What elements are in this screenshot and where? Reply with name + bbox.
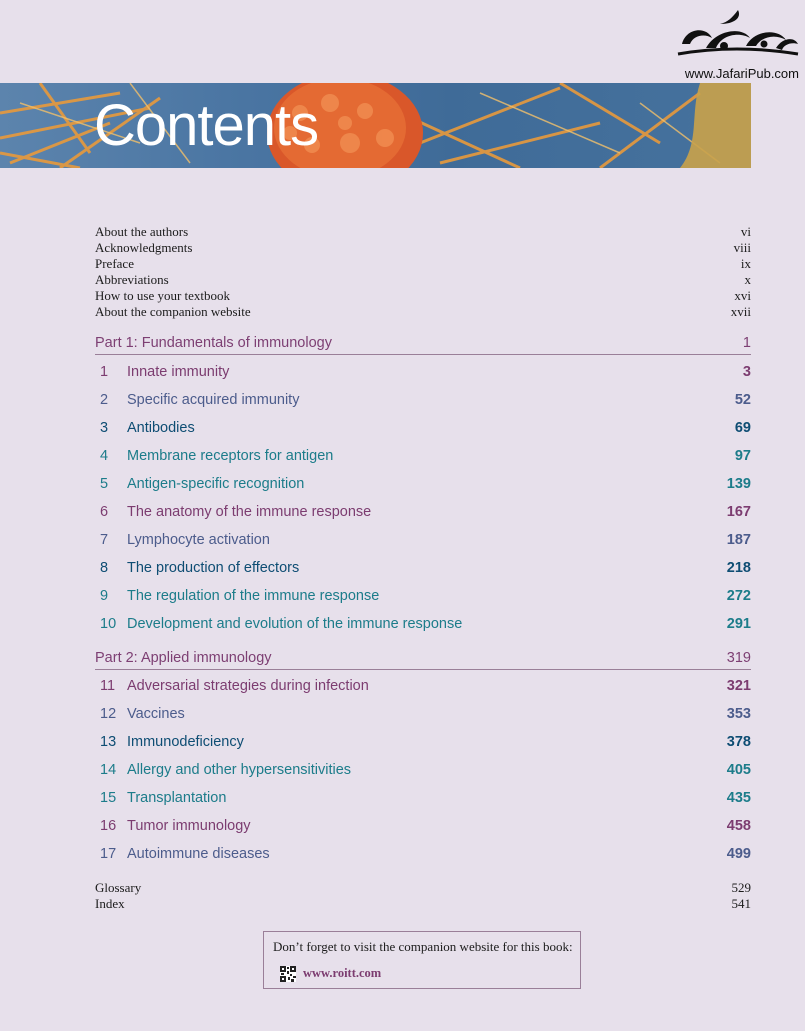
chapter-title: Development and evolution of the immune response: [127, 616, 463, 632]
chapter-page: 218: [726, 560, 751, 576]
chapter-page: 97: [734, 448, 751, 464]
chapter-row: [95, 672, 751, 700]
chapter-title: Specific acquired immunity: [127, 392, 300, 408]
entry-page: vi: [740, 224, 751, 239]
chapter-number: 2: [100, 392, 109, 408]
chapter-page: 405: [726, 762, 751, 778]
chapter-page: 272: [726, 588, 751, 604]
chapter-title: Vaccines: [127, 706, 185, 722]
chapter-number: 8: [100, 560, 109, 576]
chapter-number: 14: [100, 762, 117, 778]
chapter-number: 16: [100, 818, 117, 834]
chapter-title: Allergy and other hypersensitivities: [127, 762, 352, 778]
chapter-page: 139: [726, 476, 751, 492]
chapter-row: [95, 728, 751, 756]
toc-entry: [95, 224, 751, 240]
chapter-row: [95, 414, 751, 442]
companion-website-note: [263, 931, 581, 989]
chapter-title: The regulation of the immune response: [127, 588, 380, 604]
entry-page: x: [744, 272, 751, 287]
chapter-title: Immunodeficiency: [127, 734, 244, 750]
chapter-row: [95, 840, 751, 868]
chapter-number: 12: [100, 706, 117, 722]
entry-title: Acknowledgments: [95, 240, 193, 255]
entry-title: Glossary: [95, 880, 142, 895]
chapter-row: [95, 784, 751, 812]
chapter-number: 6: [100, 504, 109, 520]
chapter-title: Antigen-specific recognition: [127, 476, 305, 492]
chapter-page: 499: [726, 846, 751, 862]
publisher-logo: [676, 4, 801, 84]
entry-title: About the companion website: [95, 304, 251, 319]
toc-entry: [95, 240, 751, 256]
toc-entry: [95, 304, 751, 320]
chapter-page: 187: [726, 532, 751, 548]
entry-title: Preface: [95, 256, 134, 271]
chapter-page: 435: [726, 790, 751, 806]
front-matter-list: [95, 224, 751, 320]
part-page: 319: [726, 650, 751, 666]
toc-entry: [95, 288, 751, 304]
chapter-page: 69: [734, 420, 751, 436]
chapter-row: [95, 812, 751, 840]
entry-title: Abbreviations: [95, 272, 169, 287]
chapter-title: Antibodies: [127, 420, 195, 436]
chapter-row: [95, 386, 751, 414]
chapter-row: [95, 610, 751, 638]
entry-page: 541: [731, 896, 751, 911]
chapter-number: 17: [100, 846, 117, 862]
chapter-number: 11: [100, 678, 116, 694]
chapter-title: Transplantation: [127, 790, 227, 806]
part-heading: [95, 650, 751, 670]
publisher-url: www.JafariPub.com: [684, 66, 799, 81]
chapter-title: Tumor immunology: [127, 818, 251, 834]
toc-entry: [95, 272, 751, 288]
part-title: Part 1: Fundamentals of immunology: [95, 335, 332, 351]
qr-code-icon: [280, 966, 296, 982]
chapter-number: 1: [100, 364, 109, 380]
chapter-page: 291: [726, 616, 751, 632]
part-heading: [95, 335, 751, 355]
entry-page: ix: [740, 256, 751, 271]
chapter-number: 10: [100, 616, 117, 632]
chapter-row: [95, 526, 751, 554]
chapter-number: 4: [100, 448, 109, 464]
chapter-title: The production of effectors: [127, 560, 300, 576]
part-2-chapters: [95, 672, 751, 868]
entry-page: 529: [731, 880, 751, 895]
note-text: Don’t forget to visit the companion website for this book:: [273, 939, 573, 954]
part-page: 1: [742, 335, 751, 351]
toc-entry: [95, 896, 751, 912]
part-1-chapters: [95, 358, 751, 638]
entry-title: About the authors: [95, 224, 189, 239]
entry-page: viii: [733, 240, 751, 255]
chapter-row: [95, 700, 751, 728]
chapter-page: 353: [726, 706, 751, 722]
entry-page: xvi: [734, 288, 751, 303]
chapter-row: [95, 756, 751, 784]
chapter-page: 458: [726, 818, 751, 834]
chapter-number: 7: [100, 532, 109, 548]
entry-page: xvii: [730, 304, 751, 319]
companion-website-link[interactable]: www.roitt.com: [303, 966, 382, 980]
chapter-title: Innate immunity: [127, 364, 230, 380]
part-title: Part 2: Applied immunology: [95, 650, 272, 666]
entry-title: How to use your textbook: [95, 288, 231, 303]
page-title: Contents: [94, 93, 319, 158]
toc-entry: [95, 880, 751, 896]
chapter-title: The anatomy of the immune response: [127, 504, 372, 520]
toc-entry: [95, 256, 751, 272]
chapter-page: 3: [742, 364, 751, 380]
chapter-number: 15: [100, 790, 117, 806]
header-banner: [0, 83, 751, 168]
chapter-row: [95, 470, 751, 498]
chapter-number: 5: [100, 476, 109, 492]
chapter-page: 52: [734, 392, 751, 408]
chapter-row: [95, 554, 751, 582]
chapter-number: 3: [100, 420, 109, 436]
chapter-page: 167: [726, 504, 751, 520]
chapter-row: [95, 582, 751, 610]
chapter-number: 13: [100, 734, 117, 750]
chapter-title: Membrane receptors for antigen: [127, 448, 334, 464]
chapter-title: Adversarial strategies during infection: [127, 678, 369, 694]
chapter-row: [95, 442, 751, 470]
chapter-number: 9: [100, 588, 109, 604]
chapter-title: Autoimmune diseases: [127, 846, 270, 862]
chapter-title: Lymphocyte activation: [127, 532, 270, 548]
entry-title: Index: [95, 896, 125, 911]
chapter-row: [95, 358, 751, 386]
chapter-page: 378: [726, 734, 751, 750]
back-matter-list: [95, 880, 751, 912]
chapter-row: [95, 498, 751, 526]
chapter-page: 321: [726, 678, 751, 694]
publisher-logo-mark: [676, 4, 801, 64]
